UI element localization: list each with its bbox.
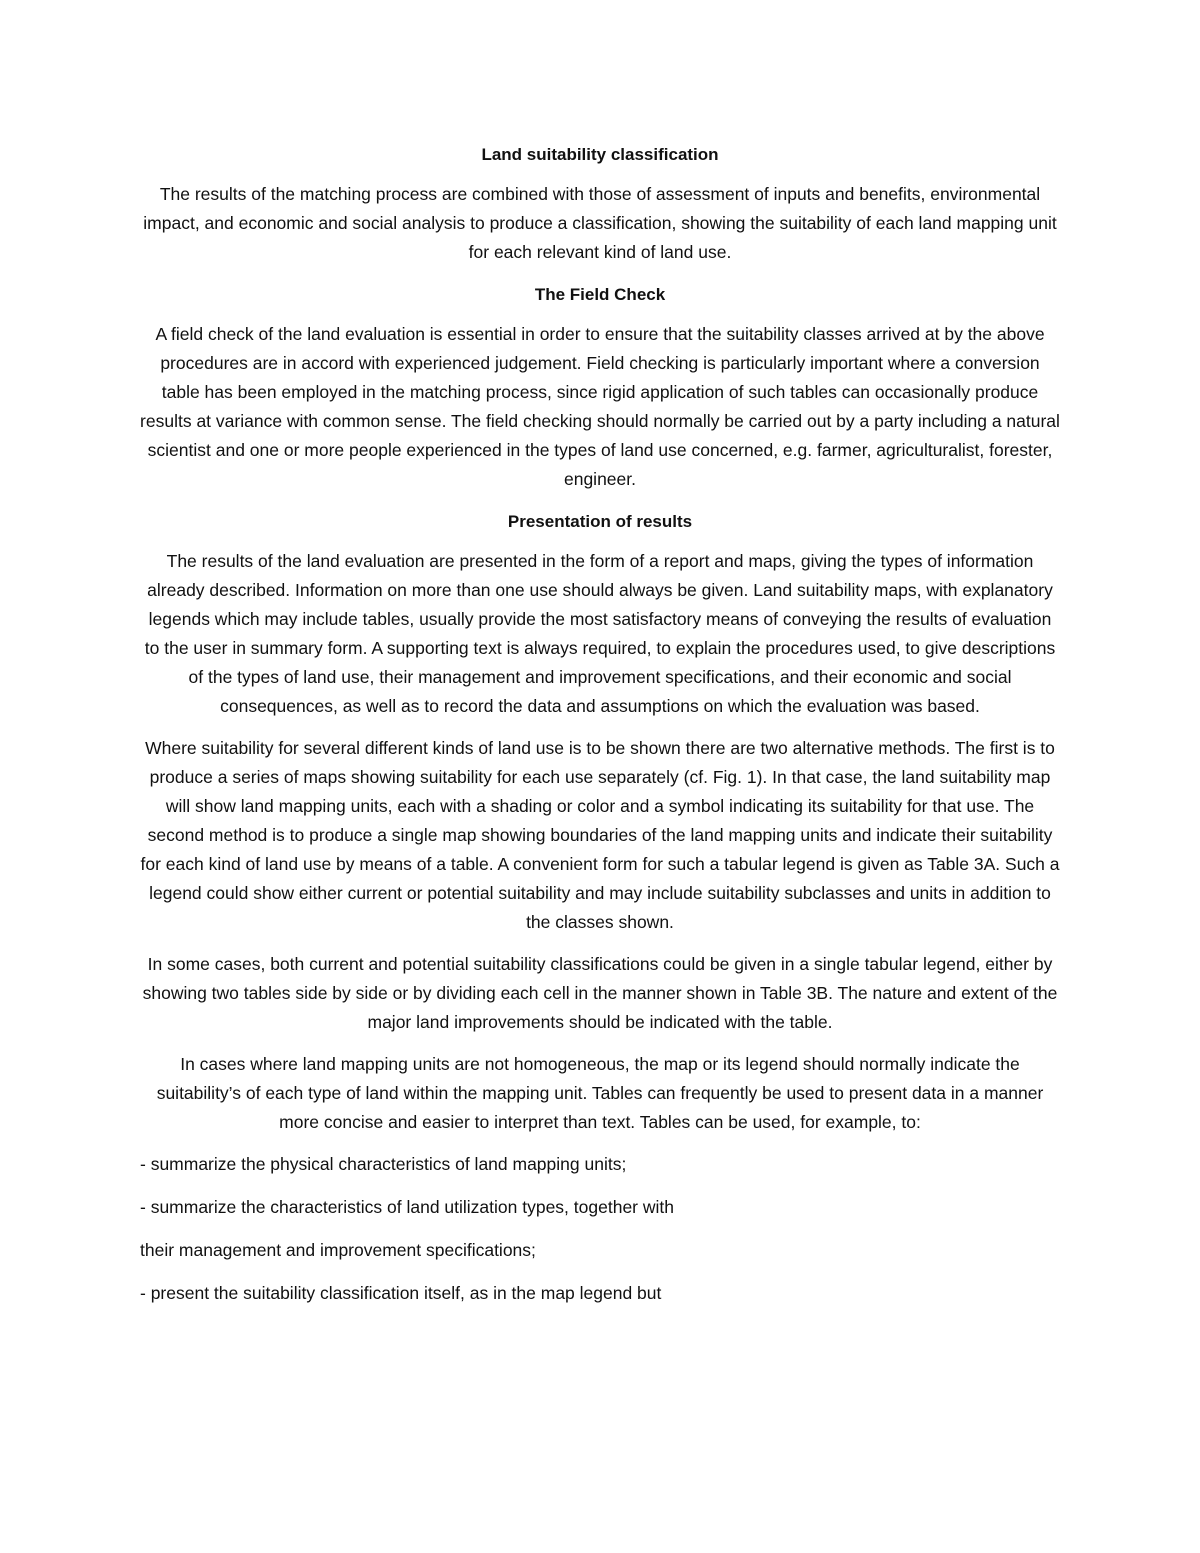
paragraph-field-check: A field check of the land evaluation is essential in order to ensure that the suitability classes arrived at by the above procedures are in accord with experienced judgement. Field checking is particularly important where a conversion table has been employed in the matching process, since rigid application of such tables can occasionally produce results at variance with common sense. The field checking should normally be carried out by a party including a natural scientist and one or more people experienced in the types of land use concerned, e.g. farmer, agriculturalist, forester, engineer.	[140, 324, 1060, 489]
list-item: - summarize the characteristics of land utilization types, together with	[140, 1197, 674, 1217]
section-heading-land-suitability: Land suitability classification	[481, 145, 719, 164]
list-item: their management and improvement specifications;	[140, 1240, 536, 1260]
section-heading-field-check: The Field Check	[534, 285, 666, 304]
paragraph-presentation-3: In some cases, both current and potential suitability classifications could be given in a single tabular legend, either by showing two tables side by side or by dividing each cell in the manner shown in Table 3B. The nature and extent of the major land improvements should be indicated with the table.	[142, 954, 1058, 1032]
list-item: - summarize the physical characteristics of land mapping units;	[140, 1154, 627, 1174]
section-heading-presentation: Presentation of results	[507, 512, 693, 531]
bullet-list	[140, 1150, 1060, 1308]
document-page	[140, 140, 1060, 1322]
paragraph-land-suitability: The results of the matching process are combined with those of assessment of inputs and benefits, environmental impact, and economic and social analysis to produce a classification, showing the suitability of each land mapping unit for each relevant kind of land use.	[143, 184, 1057, 262]
paragraph-presentation-1: The results of the land evaluation are presented in the form of a report and maps, giving the types of information already described. Information on more than one use should always be given. Land suitability maps, with explanatory legends which may include tables, usually provide the most satisfactory means of conveying the results of evaluation to the user in summary form. A supporting text is always required, to explain the procedures used, to give descriptions of the types of land use, their management and improvement specifications, and their economic and social consequences, as well as to record the data and assumptions on which the evaluation was based.	[144, 551, 1056, 716]
paragraph-presentation-2: Where suitability for several different kinds of land use is to be shown there are two alternative methods. The first is to produce a series of maps showing suitability for each use separately (cf. Fig. 1). In that case, the land suitability map will show land mapping units, each with a shading or color and a symbol indicating its suitability for that use. The second method is to produce a single map showing boundaries of the land mapping units and indicate their suitability for each kind of land use by means of a table. A convenient form for such a tabular legend is given as Table 3A. Such a legend could show either current or potential suitability and may include suitability subclasses and units in addition to the classes shown.	[140, 738, 1060, 932]
list-item: - present the suitability classification itself, as in the map legend but	[140, 1283, 662, 1303]
paragraph-presentation-4: In cases where land mapping units are not homogeneous, the map or its legend should normally indicate the suitability’s of each type of land within the mapping unit. Tables can frequently be used to present data in a manner more concise and easier to interpret than text. Tables can be used, for example, to:	[156, 1054, 1044, 1132]
